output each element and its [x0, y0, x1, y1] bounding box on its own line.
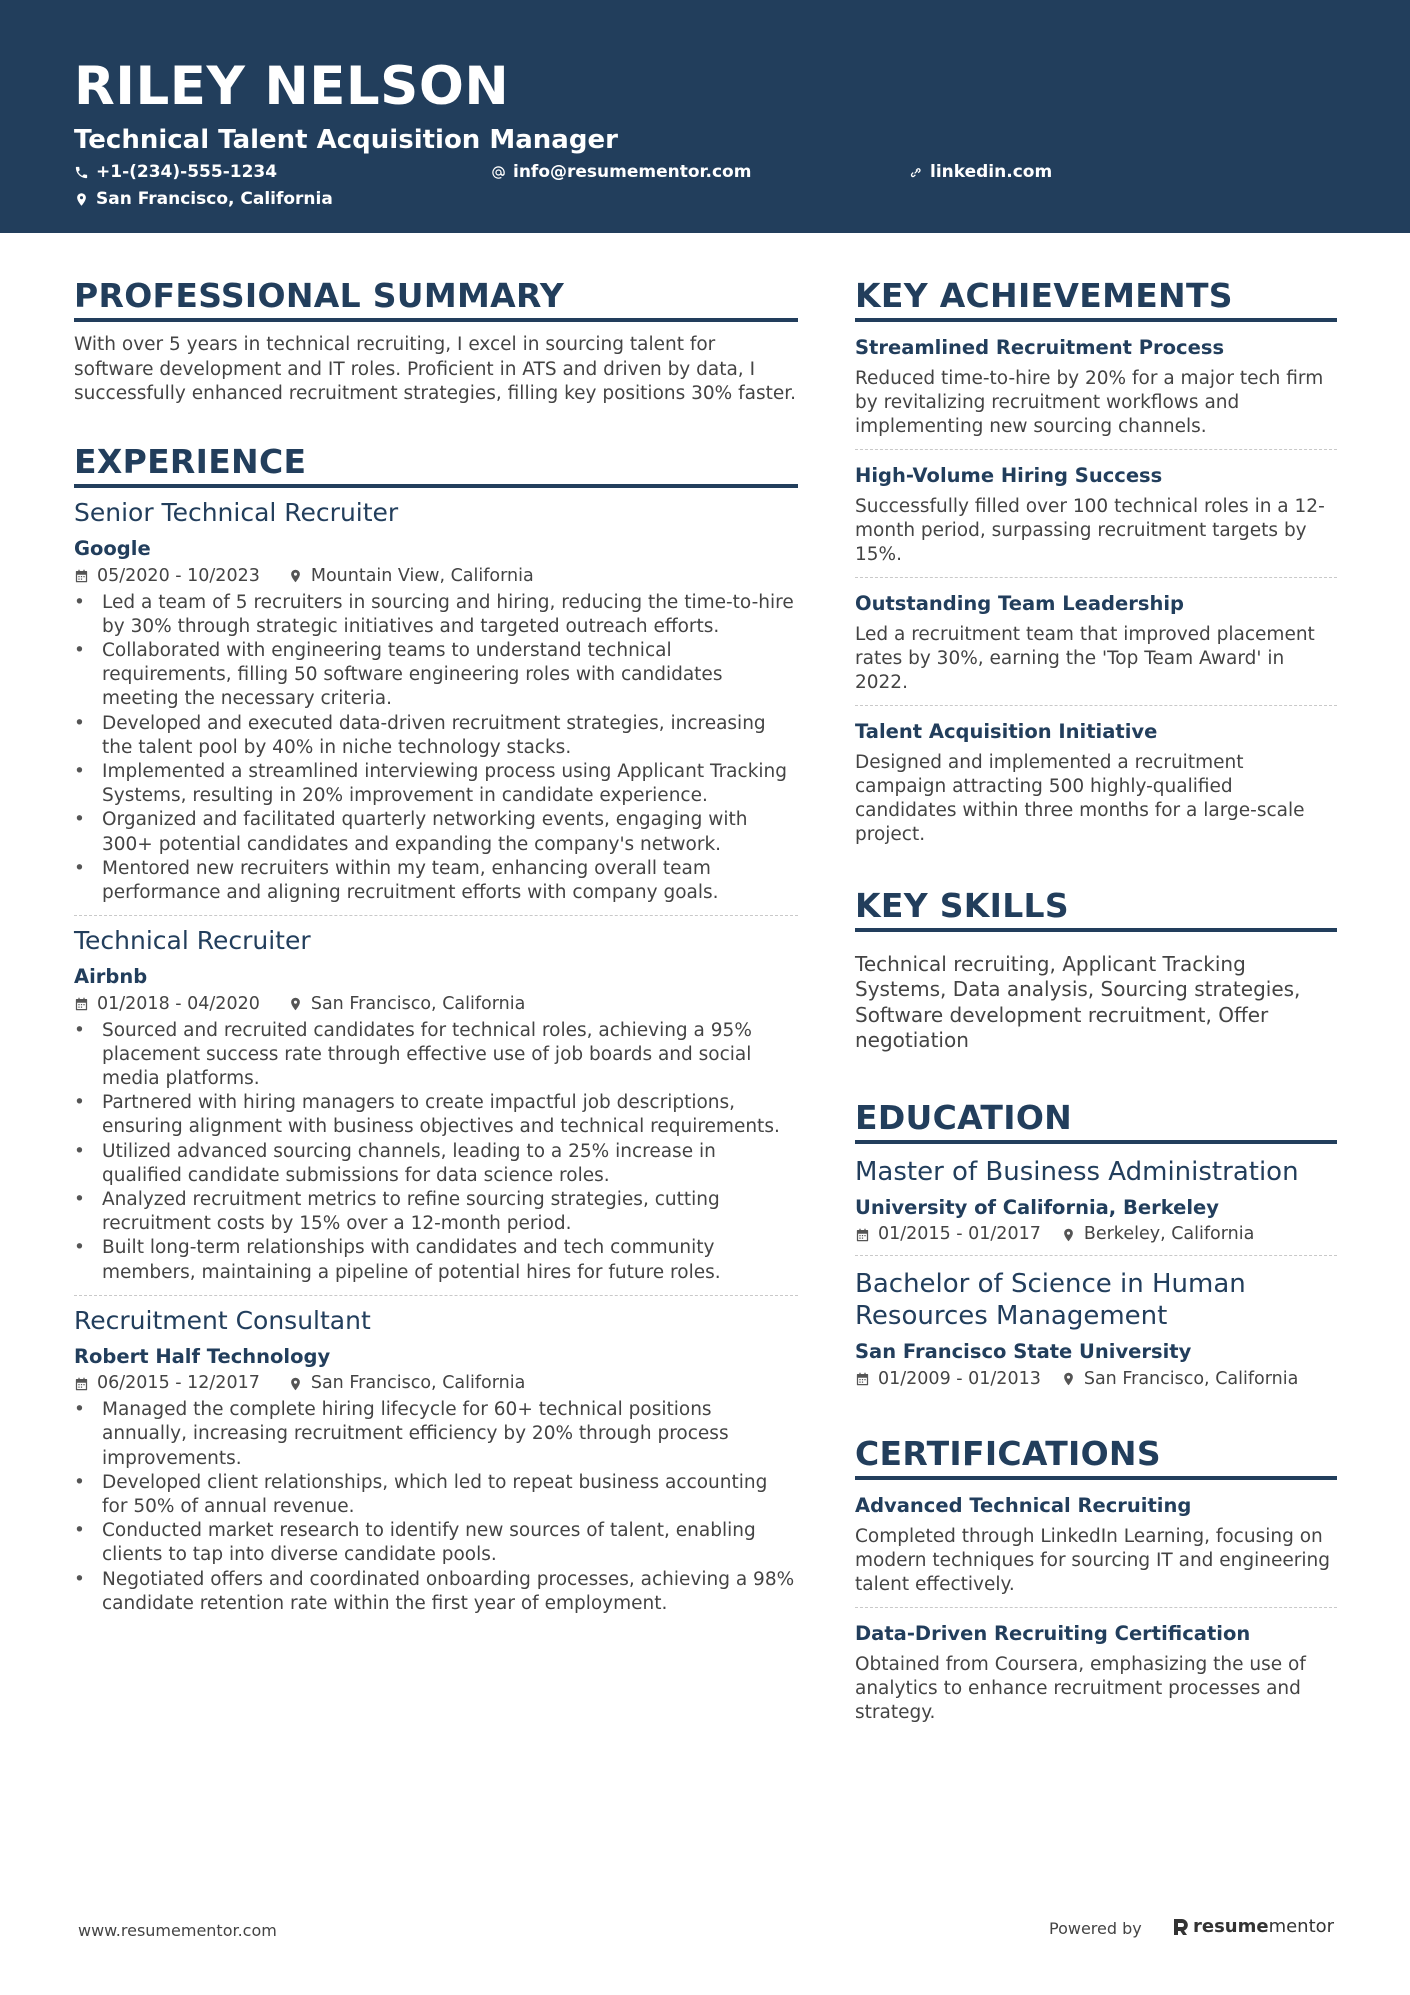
job-location: Mountain View, California	[310, 565, 534, 586]
left-column	[74, 278, 798, 1616]
job-entry	[74, 915, 798, 1285]
resumementor-logo-icon	[1172, 1917, 1190, 1937]
contact-phone[interactable]	[74, 164, 277, 181]
linkedin-text: linkedin.com	[930, 162, 1053, 182]
company-name: Airbnb	[74, 965, 148, 989]
calendar-icon	[74, 568, 89, 584]
calendar-icon	[855, 1371, 870, 1387]
achievement-title: Outstanding Team Leadership	[855, 592, 1184, 616]
bullet-item: • Analyzed recruitment metrics to refine sourcing strategies, cutting recruitment costs by 15% over a 12-month period.	[74, 1188, 798, 1236]
bullet-item: • Utilized advanced sourcing channels, leading to a 25% increase in qualified candidate submissions for data science roles.	[74, 1140, 798, 1188]
job-location: San Francisco, California	[310, 1373, 526, 1394]
bullet-item: • Mentored new recruiters within my team, enhancing overall team performance and aligning recruitment efforts with company goals.	[74, 857, 798, 905]
summary-text: With over 5 years in technical recruiting, I excel in sourcing talent for software development and IT roles. Proficient in ATS and driven by data, I successfully enhanced recruitment strategies, filling key positions 30% faster.	[74, 334, 797, 404]
certification-title: Advanced Technical Recruiting	[855, 1494, 1192, 1518]
at-icon	[491, 165, 506, 180]
experience-section	[74, 441, 798, 1616]
candidate-title: Technical Talent Acquisition Manager	[74, 125, 618, 155]
bullet-item: • Developed client relationships, which led to repeat business accounting for 50% of annual revenue.	[74, 1471, 798, 1519]
degree-name: Master of Business Administration	[855, 1157, 1299, 1188]
phone-icon	[74, 165, 89, 180]
job-title: Recruitment Consultant	[74, 1305, 371, 1335]
job-entry	[74, 1295, 798, 1616]
job-dates: 01/2018 - 04/2020	[97, 993, 260, 1014]
email-text: info@resumementor.com	[513, 162, 752, 182]
location-pin-icon	[288, 568, 303, 584]
summary-heading: PROFESSIONAL SUMMARY	[74, 278, 798, 322]
location-pin-icon	[288, 996, 303, 1012]
bullet-item: • Led a team of 5 recruiters in sourcing and hiring, reducing the time-to-hire by 30% through strategic initiatives and targeted outreach efforts.	[74, 591, 798, 639]
achievement-item	[855, 322, 1337, 449]
bullet-item: • Implemented a streamlined interviewing process using Applicant Tracking Systems, resulting in 20% improvement in candidate experience.	[74, 760, 798, 808]
education-dates: 01/2009 - 01/2013	[878, 1368, 1041, 1389]
location-pin-icon	[1061, 1227, 1076, 1243]
bullet-item: • Organized and facilitated quarterly networking events, engaging with 300+ potential candidates and expanding the company's network.	[74, 808, 798, 856]
location-pin-icon	[288, 1376, 303, 1392]
achievement-title: Talent Acquisition Initiative	[855, 720, 1158, 744]
bullet-item: • Conducted market research to identify new sources of talent, enabling clients to tap into diverse candidate pools.	[74, 1519, 798, 1567]
certification-desc: Obtained from Coursera, emphasizing the use of analytics to enhance recruitment processes and strategy.	[855, 1653, 1306, 1723]
job-dates: 06/2015 - 12/2017	[97, 1373, 260, 1394]
bullet-item: • Partnered with hiring managers to create impactful job descriptions, ensuring alignment with business objectives and technical requirements.	[74, 1091, 798, 1139]
brand-light: mentor	[1268, 1916, 1335, 1937]
education-meta	[855, 1224, 1337, 1245]
phone-text: +1-(234)-555-1234	[96, 162, 278, 182]
job-meta	[74, 566, 798, 587]
bullet-item: • Built long-term relationships with candidates and tech community members, maintaining a pipeline of potential hires for future roles.	[74, 1236, 798, 1284]
education-section	[855, 1097, 1337, 1400]
job-title: Technical Recruiter	[74, 926, 311, 956]
school-name: San Francisco State University	[855, 1340, 1192, 1364]
achievement-title: Streamlined Recruitment Process	[855, 336, 1225, 360]
powered-by-label: Powered by	[1049, 1919, 1142, 1938]
achievement-desc: Successfully filled over 100 technical roles in a 12-month period, surpassing recruitment targets by 15%.	[855, 495, 1325, 566]
brand-bold: resume	[1193, 1916, 1269, 1937]
achievement-desc: Led a recruitment team that improved placement rates by 30%, earning the 'Top Team Award' in 2022.	[855, 623, 1315, 694]
job-bullets	[74, 1019, 798, 1285]
contact-location	[74, 191, 333, 208]
calendar-icon	[74, 1376, 89, 1392]
bullet-item: • Managed the complete hiring lifecycle for 60+ technical positions annually, increasing recruitment efficiency by 20% through process improvements.	[74, 1398, 798, 1471]
achievement-item	[855, 705, 1337, 857]
education-dates: 01/2015 - 01/2017	[878, 1224, 1041, 1245]
right-column	[855, 278, 1337, 1735]
achievement-title: High-Volume Hiring Success	[855, 464, 1163, 488]
contact-linkedin[interactable]	[908, 164, 1052, 181]
certification-item	[855, 1480, 1337, 1607]
skills-section	[855, 885, 1337, 1054]
education-item	[855, 1144, 1337, 1255]
education-heading: EDUCATION	[855, 1100, 1337, 1144]
calendar-icon	[74, 996, 89, 1012]
achievements-section	[855, 278, 1337, 858]
achievement-item	[855, 449, 1337, 577]
location-text: San Francisco, California	[96, 189, 333, 209]
job-meta	[74, 1373, 798, 1394]
certifications-heading: CERTIFICATIONS	[855, 1436, 1337, 1480]
bullet-item: • Negotiated offers and coordinated onboarding processes, achieving a 98% candidate retention rate within the first year of employment.	[74, 1568, 798, 1616]
job-bullets	[74, 591, 798, 906]
education-location: San Francisco, California	[1083, 1368, 1299, 1389]
achievement-item	[855, 577, 1337, 705]
achievements-heading: KEY ACHIEVEMENTS	[855, 278, 1337, 322]
job-location: San Francisco, California	[310, 993, 526, 1014]
experience-heading: EXPERIENCE	[74, 444, 798, 488]
candidate-name: RILEY NELSON	[74, 56, 510, 117]
company-name: Robert Half Technology	[74, 1344, 331, 1368]
skills-heading: KEY SKILLS	[855, 888, 1337, 932]
location-pin-icon	[74, 192, 89, 207]
job-title: Senior Technical Recruiter	[74, 498, 399, 528]
education-item	[855, 1255, 1337, 1399]
bullet-item: • Developed and executed data-driven recruitment strategies, increasing the talent pool by 40% in niche technology stacks.	[74, 712, 798, 760]
skills-text: Technical recruiting, Applicant Tracking Systems, Data analysis, Sourcing strategies, Software development recruitment, Offer negotiation	[855, 951, 1301, 1053]
degree-name: Bachelor of Science in Human Resources Management	[855, 1269, 1246, 1332]
calendar-icon	[855, 1227, 870, 1243]
link-icon	[908, 165, 923, 180]
bullet-item: • Collaborated with engineering teams to understand technical requirements, filling 50 software engineering roles with candidates meeting the necessary criteria.	[74, 639, 798, 712]
contact-email[interactable]	[491, 164, 751, 181]
job-entry	[74, 488, 798, 905]
certification-title: Data-Driven Recruiting Certification	[855, 1622, 1251, 1646]
certifications-section	[855, 1433, 1337, 1735]
resume-header	[0, 0, 1410, 233]
footer-url[interactable]: www.resumementor.com	[78, 1921, 277, 1940]
brand-logo[interactable]	[1172, 1916, 1334, 1937]
school-name: University of California, Berkeley	[855, 1196, 1219, 1220]
achievement-desc: Reduced time-to-hire by 20% for a major tech firm by revitalizing recruitment workflows and implementing new sourcing channels.	[855, 367, 1324, 438]
job-dates: 05/2020 - 10/2023	[97, 565, 260, 586]
company-name: Google	[74, 537, 151, 561]
certification-desc: Completed through LinkedIn Learning, focusing on modern techniques for sourcing IT and engineering talent effectively.	[855, 1525, 1330, 1595]
bullet-item: • Sourced and recruited candidates for technical roles, achieving a 95% placement success rate through effective use of job boards and social media platforms.	[74, 1019, 798, 1092]
job-bullets	[74, 1398, 798, 1616]
achievement-desc: Designed and implemented a recruitment campaign attracting 500 highly-qualified candidates within three months for a large-scale project.	[855, 751, 1305, 846]
education-location: Berkeley, California	[1083, 1224, 1255, 1245]
certification-item	[855, 1607, 1337, 1735]
summary-section	[74, 278, 798, 406]
job-meta	[74, 994, 798, 1015]
education-meta	[855, 1369, 1337, 1390]
location-pin-icon	[1061, 1371, 1076, 1387]
